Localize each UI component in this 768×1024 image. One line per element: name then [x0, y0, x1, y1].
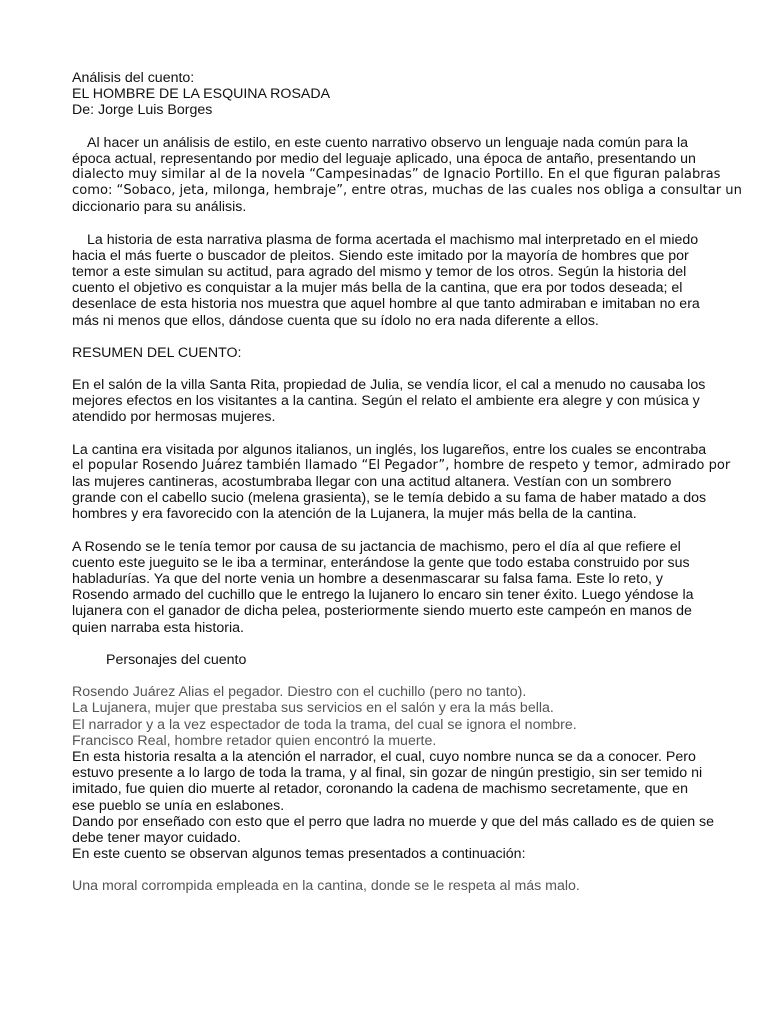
paragraph-line: La historia de esta narrativa plasma de forma acertada el machismo mal interpretado en el miedo [87, 231, 699, 248]
paragraph-line: grande con el cabello sucio (melena grasienta), se le temía debido a su fama de haber matado a dos [72, 490, 707, 507]
list-item: Francisco Real, hombre retador quien encontró la muerte. [72, 732, 437, 749]
list-item: Rosendo Juárez Alias el pegador. Diestro con el cuchillo (pero no tanto). [72, 684, 527, 701]
paragraph-narrator [72, 749, 702, 814]
paragraph-line: como: “Sobaco, jeta, milonga, hembraje”, entre otras, muchas de las cuales nos obliga a consultar un [72, 183, 742, 199]
paragraph-line: cuento este jueguito se le iba a terminar, enterándose la gente que todo estaba construido por sus [72, 554, 690, 571]
document-page [72, 70, 742, 911]
paragraph-line: A Rosendo se le tenía temor por causa de su jactancia de machismo, pero el día al que refiere el [72, 538, 681, 555]
characters-heading: Personajes del cuento [106, 651, 247, 668]
paragraph-line: quien narraba esta historia. [72, 619, 244, 636]
paragraph-rosendo [72, 539, 702, 636]
paragraph-line: En el salón de la villa Santa Rita, propiedad de Julia, se vendía licor, el cal a menudo no causaba los [72, 377, 706, 394]
paragraph-themes-intro [72, 846, 702, 862]
paragraph-cantina [72, 441, 731, 523]
section-heading-summary [72, 345, 702, 361]
paragraph-line: más ni menos que ellos, dándose cuenta que su ídolo no era nada diferente a ellos. [72, 312, 599, 329]
paragraph-line: Rosendo armado del cuchillo que le entrego la lujanero lo encaro sin tener éxito. Luego yéndose la [72, 587, 694, 604]
paragraph-line: hacia el más fuerte o buscador de pleitos. Siendo este imitado por la mayoría de hombres que por [72, 247, 689, 264]
paragraph-line: las mujeres cantineras, acostumbraba llegar con una actitud altanera. Vestían con un sombrero [72, 474, 672, 491]
paragraph-machismo [72, 232, 702, 329]
document-title: EL HOMBRE DE LA ESQUINA ROSADA [72, 86, 331, 103]
list-item: La Lujanera, mujer que prestaba sus servicios en el salón y era la más bella. [72, 700, 554, 717]
paragraph-line: época actual, representando por medio del leguaje aplicado, una época de antaño, presentando un [72, 150, 696, 167]
themes-list [72, 878, 702, 894]
header-line-1: Análisis del cuento: [72, 70, 195, 86]
section-heading-characters [72, 652, 702, 668]
document-author: De: Jorge Luis Borges [72, 102, 213, 119]
paragraph-line: dialecto muy similar al de la novela “Campesinadas” de Ignacio Portillo. En el que figuran palabras [72, 167, 721, 183]
paragraph-line: lujanera con el ganador de dicha pelea, posteriormente siendo muerto este campeón en manos de [72, 603, 692, 620]
paragraph-line: ese pueblo se unía en eslabones. [72, 797, 285, 814]
paragraph-line: cuento el objetivo es conquistar a la mujer más bella de la cantina, que era por todos deseada; el [72, 280, 683, 297]
paragraph-line: el popular Rosendo Juárez también llamado “El Pegador”, hombre de respeto y temor, admirado por [72, 457, 731, 473]
list-item: El narrador y a la vez espectador de toda la trama, del cual se ignora el nombre. [72, 716, 577, 733]
summary-heading: RESUMEN DEL CUENTO: [72, 344, 242, 361]
paragraph-line: atendido por hermosas mujeres. [72, 409, 276, 426]
paragraph-moral [72, 813, 715, 846]
paragraph-line: La cantina era visitada por algunos italianos, un inglés, los lugareños, entre los cuales se encontraba [72, 441, 707, 458]
paragraph-line: temor a este simulan su actitud, para agrado del mismo y temor de los otros. Según la historia del [72, 264, 687, 281]
paragraph-line: Al hacer un análisis de estilo, en este cuento narrativo observo un lenguaje nada común para la [87, 134, 688, 151]
list-item: Una moral corrompida empleada en la cantina, donde se le respeta al más malo. [72, 878, 580, 895]
paragraph-line: habladurías. Ya que del norte venia un hombre a desenmascarar su falsa fama. Este lo reto, y [72, 571, 663, 588]
paragraph-line: hombres y era favorecido con la atención de la Lujanera, la mujer más bella de la cantina. [72, 506, 637, 523]
paragraph-line: debe tener mayor cuidado. [72, 829, 241, 846]
document-header [72, 70, 702, 119]
characters-list [72, 684, 702, 749]
paragraph-line: estuvo presente a lo largo de toda la trama, y al final, sin gozar de ningún prestigio, sin ser temido ni [72, 765, 703, 782]
paragraph-line: desenlace de esta historia nos muestra que aquel hombre al que tanto admiraban e imitaban no era [72, 296, 700, 313]
paragraph-style-analysis [72, 134, 742, 216]
paragraph-line: diccionario para su análisis. [72, 199, 247, 216]
paragraph-line: En esta historia resalta a la atención el narrador, el cual, cuyo nombre nunca se da a conocer. Pero [72, 748, 696, 765]
paragraph-line: mejores efectos en los visitantes a la cantina. Según el relato el ambiente era alegre y con música y [72, 393, 700, 410]
paragraph-line: Dando por enseñado con esto que el perro que ladra no muerde y que del más callado es de quien se [72, 813, 715, 830]
paragraph-line: En este cuento se observan algunos temas presentados a continuación: [72, 846, 526, 863]
paragraph-salon [72, 377, 706, 426]
paragraph-line: imitado, fue quien dio muerte al retador, coronando la cadena de machismo secretamente, que en [72, 781, 688, 798]
